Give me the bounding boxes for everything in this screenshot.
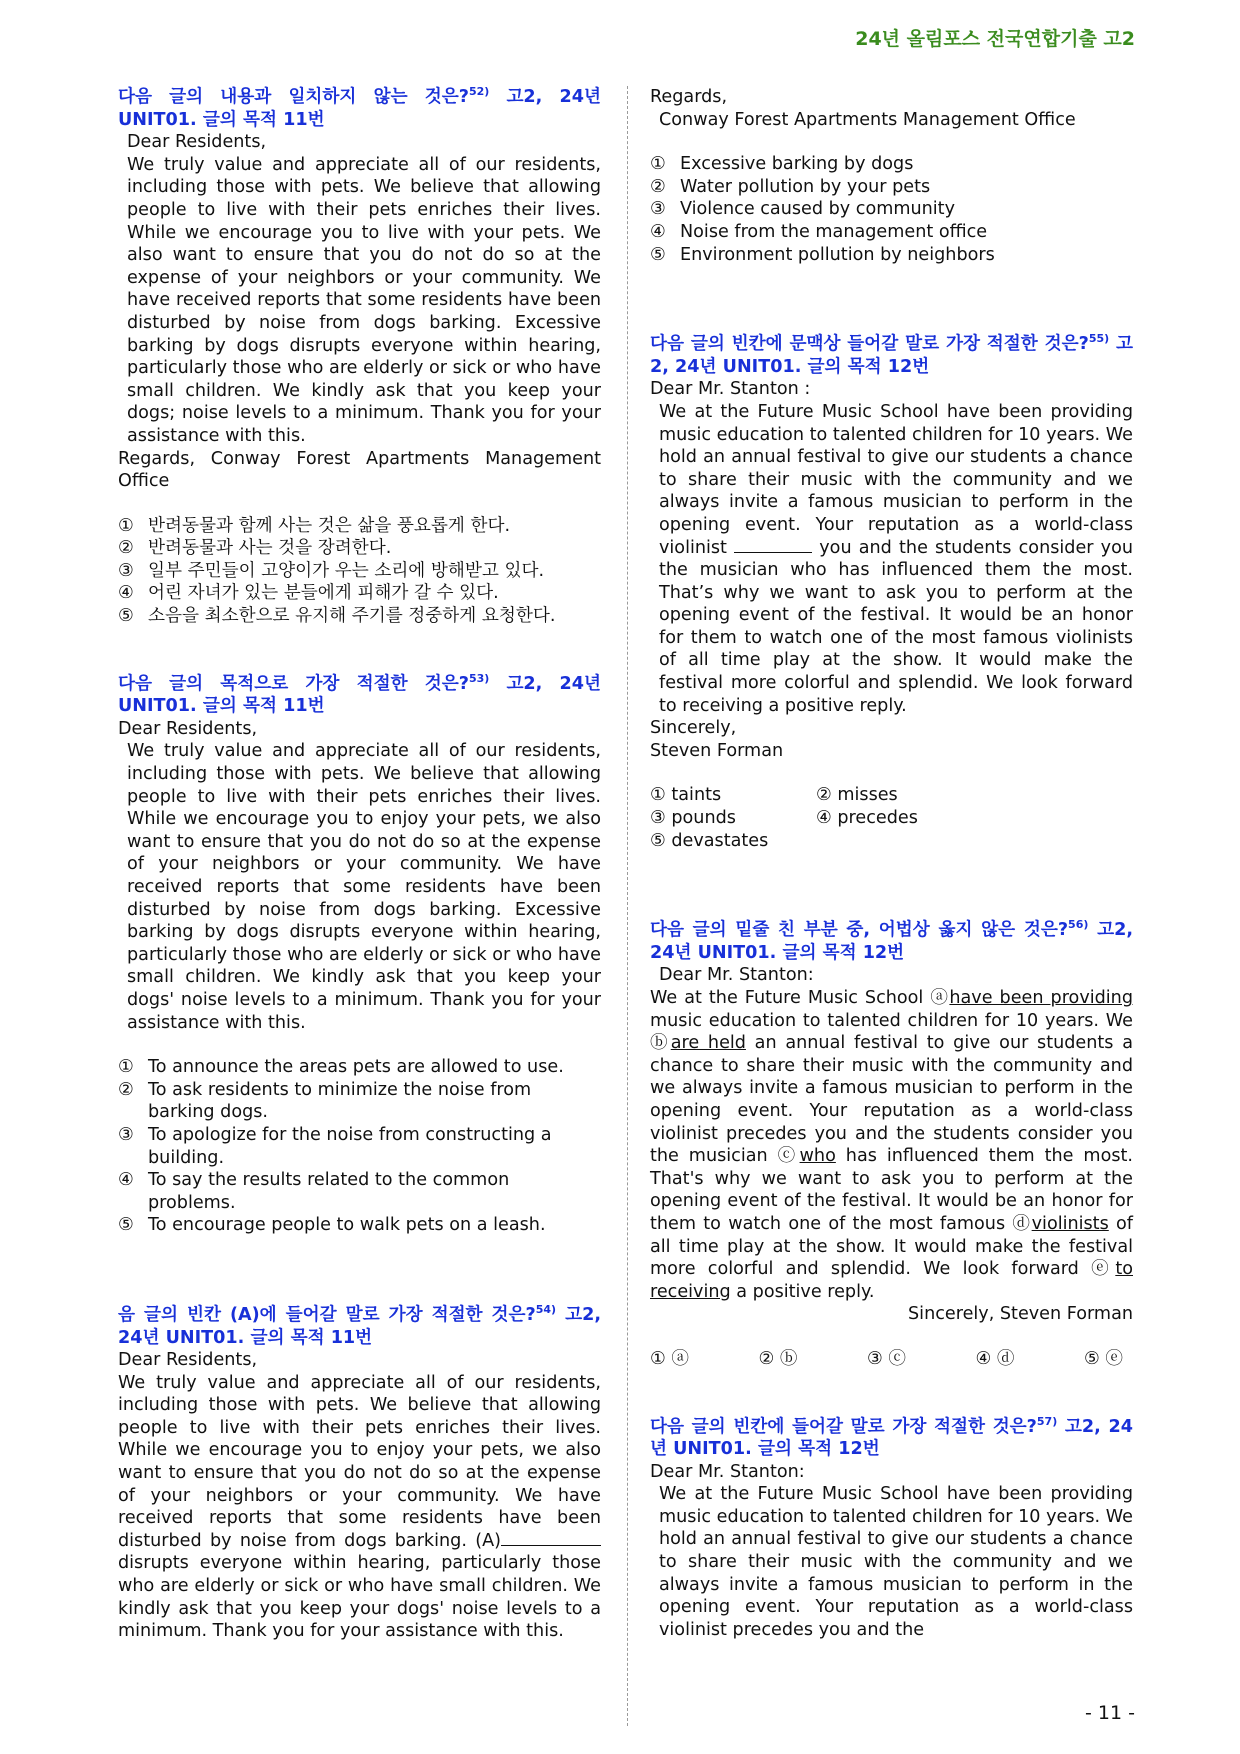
underlined-phrase-b: are held	[670, 1033, 746, 1054]
marker-e: ⓔ	[1091, 1259, 1116, 1280]
underlined-phrase-e: to receiving	[650, 1259, 1133, 1302]
option[interactable]: ③ To apologize for the noise from constructing a building.	[118, 1124, 552, 1168]
salutation: Dear Mr. Stanton :	[650, 379, 811, 400]
option[interactable]: ⑤ To encourage people to walk pets on a leash.	[118, 1215, 546, 1236]
closing: Regards, Conway Forest Apartments Management Office	[118, 448, 601, 492]
option[interactable]: ① To announce the areas pets are allowed to use.	[118, 1057, 564, 1078]
passage: We at the Future Music School have been providing music education to talented children for 10 years. We hold an annual festival to give our students a chance to share their music with the community and we always invite a famous musician to perform in the opening event. Your reputation as a world-class violinist you and the students consider you the musician who has influenced them the most. That’s why we want to ask you to perform at the opening event of the festival. It would be an honor for them to watch one of the most famous violinists of all time play at the show. It would make the festival more colorful and splendid. We look forward to receiving a positive reply.	[659, 401, 1133, 716]
underlined-phrase-c: who	[799, 1146, 836, 1167]
option[interactable]: ② To ask residents to minimize the noise from barking dogs.	[118, 1079, 532, 1123]
page-number: - 11 -	[1085, 1702, 1135, 1724]
answer-blank	[501, 1531, 601, 1546]
option[interactable]: ⑤ ⓔ	[1084, 1348, 1123, 1369]
option[interactable]: ④ 어린 자녀가 있는 분들에게 피해가 갈 수 있다.	[118, 583, 499, 604]
salutation: Dear Mr. Stanton:	[659, 965, 814, 986]
answer-options	[650, 784, 1133, 852]
option[interactable]: ③ pounds	[650, 808, 736, 829]
passage: We at the Future Music School ⓐhave been providing music education to talented children for 10 years. We ⓑare held an annual festival to give our students a chance to share their music with the community and we always invite a famous musician to perform in the opening event. Your reputation as a world-class violinist precedes you and the students consider you the musician ⓒwho has influenced them the most. That's why we want to ask you to perform at the opening event of the festival. It would be an honor for them to watch one of the most famous ⓓviolinists of all time play at the show. It would make the festival more colorful and splendid. We look forward ⓔto receiving a positive reply.	[650, 988, 1133, 1302]
answer-blank	[734, 538, 812, 553]
underlined-phrase-a: have been providing	[949, 988, 1133, 1008]
question-53	[118, 673, 601, 1237]
marker-c: ⓒ	[777, 1146, 800, 1167]
question-52	[118, 86, 601, 628]
answer-options	[118, 1056, 601, 1237]
question-title: 음 글의 빈칸 (A)에 들어갈 말로 가장 적절한 것은?$^{54)}$ 고2, 24년 UNIT01. 글의 목적 11번	[118, 1303, 602, 1348]
option[interactable]: ④ ⓓ	[975, 1348, 1015, 1369]
left-column	[118, 86, 601, 1643]
option[interactable]: ① 반려동물과 함께 사는 것은 삶을 풍요롭게 한다.	[118, 515, 511, 536]
answer-options	[650, 153, 1133, 266]
option[interactable]: ② 반려동물과 사는 것을 장려한다.	[118, 538, 392, 559]
question-title: 다음 글의 내용과 일치하지 않는 것은?$^{52)}$ 고2, 24년 UNIT01. 글의 목적 11번	[118, 85, 601, 130]
question-title: 다음 글의 빈칸에 들어갈 말로 가장 적절한 것은?$^{57)}$ 고2, 24년 UNIT01. 글의 목적 12번	[650, 1414, 1134, 1460]
option[interactable]: ③ 일부 주민들이 고양이가 우는 소리에 방해받고 있다.	[118, 560, 545, 581]
option[interactable]: ⑤ 소음을 최소한으로 유지해 주기를 정중하게 요청한다.	[118, 606, 556, 627]
question-title: 다음 글의 목적으로 가장 적절한 것은?$^{53)}$ 고2, 24년 UNIT01. 글의 목적 11번	[118, 671, 601, 717]
salutation: Dear Residents,	[118, 718, 258, 739]
option[interactable]: ③ Violence caused by community	[650, 199, 955, 220]
underlined-phrase-d: violinists	[1031, 1213, 1109, 1234]
passage: We truly value and appreciate all of our residents, including those with pets. We believe that allowing people to live with their pets enriches their lives. While we encourage you to enjoy your pets, we also want to ensure that you do not do so at the expense of your neighbors or your community. We have received reports that some residents have been disturbed by noise from dogs barking. Excessive barking by dogs disrupts everyone within hearing, particularly those who are elderly or sick or who have small children. We kindly ask that you keep your dogs' noise levels to a minimum. Thank you for your assistance with this.	[127, 741, 601, 1033]
question-title: 다음 글의 빈칸에 문맥상 들어갈 말로 가장 적절한 것은?$^{55)}$ 고2, 24년 UNIT01. 글의 목적 12번	[650, 332, 1133, 377]
option[interactable]: ④ precedes	[816, 808, 918, 829]
salutation: Dear Mr. Stanton:	[650, 1461, 805, 1482]
closing-signature: Conway Forest Apartments Management Office	[659, 109, 1076, 130]
option[interactable]: ④ To say the results related to the common problems.	[118, 1170, 510, 1213]
question-56	[650, 919, 1133, 1370]
column-divider	[627, 86, 628, 1726]
question-54	[118, 1304, 601, 1643]
option[interactable]: ⑤ Environment pollution by neighbors	[650, 244, 995, 265]
option[interactable]: ② Water pollution by your pets	[650, 176, 931, 197]
closing: Sincerely, Steven Forman	[908, 1304, 1133, 1325]
question-55	[650, 333, 1133, 852]
question-57	[650, 1416, 1133, 1642]
option[interactable]: ② misses	[816, 785, 898, 806]
option[interactable]: ③ ⓒ	[867, 1348, 906, 1369]
passage: We truly value and appreciate all of our residents, including those with pets. We believe that allowing people to live with their pets enriches their lives. While we encourage you to live with your pets. We also want to ensure that you do not do so at the expense of your neighbors or your community. We have received reports that some residents have been disturbed by noise from dogs barking. Excessive barking by dogs disrupts everyone within hearing, particularly those who are elderly or sick or who have small children. We kindly ask that you keep your dogs; noise levels to a minimum. Thank you for your assistance with this.	[127, 154, 601, 446]
option[interactable]: ② ⓑ	[758, 1348, 798, 1369]
marker-d: ⓓ	[1012, 1213, 1032, 1234]
closing: Regards,	[650, 87, 728, 107]
closing: Sincerely,	[650, 718, 737, 739]
page-header: 24년 올림포스 전국연합기출 고2	[855, 28, 1135, 50]
option[interactable]: ④ Noise from the management office	[650, 221, 988, 242]
passage: We at the Future Music School have been providing music education to talented children for 10 years. We hold an annual festival to give our students a chance to share their music with the community and we always invite a famous musician to perform in the opening event. Your reputation as a world-class violinist precedes you and the	[659, 1484, 1133, 1640]
option[interactable]: ⑤ devastates	[650, 830, 769, 851]
option[interactable]: ① Excessive barking by dogs	[650, 154, 914, 175]
option[interactable]: ① ⓐ	[650, 1348, 689, 1369]
answer-options	[118, 515, 601, 628]
blank-label: (A)	[475, 1530, 501, 1551]
answer-options	[650, 1348, 1133, 1371]
salutation: Dear Residents,	[118, 1350, 258, 1371]
marker-a: ⓐ	[930, 988, 950, 1008]
question-title: 다음 글의 밑줄 친 부분 중, 어법상 옳지 않은 것은?$^{56)}$ 고2, 24년 UNIT01. 글의 목적 12번	[650, 918, 1134, 963]
option[interactable]: ① taints	[650, 785, 722, 806]
passage: We truly value and appreciate all of our residents, including those with pets. We believe that allowing people to live with their pets enriches their lives. While we encourage you to enjoy your pets, we also want to ensure that you do not do so at the expense of your neighbors or your community. We have received reports that some residents have been disturbed by noise from dogs barking. (A) disrupts everyone within hearing, particularly those who are elderly or sick or who have small children. We kindly ask that you keep your dogs' noise levels to a minimum. Thank you for your assistance with this.	[118, 1372, 601, 1642]
question-54-continued	[650, 86, 1133, 266]
right-column	[650, 86, 1133, 1641]
closing-signature: Steven Forman	[650, 740, 784, 761]
salutation: Dear Residents,	[127, 132, 267, 153]
marker-b: ⓑ	[650, 1033, 671, 1054]
